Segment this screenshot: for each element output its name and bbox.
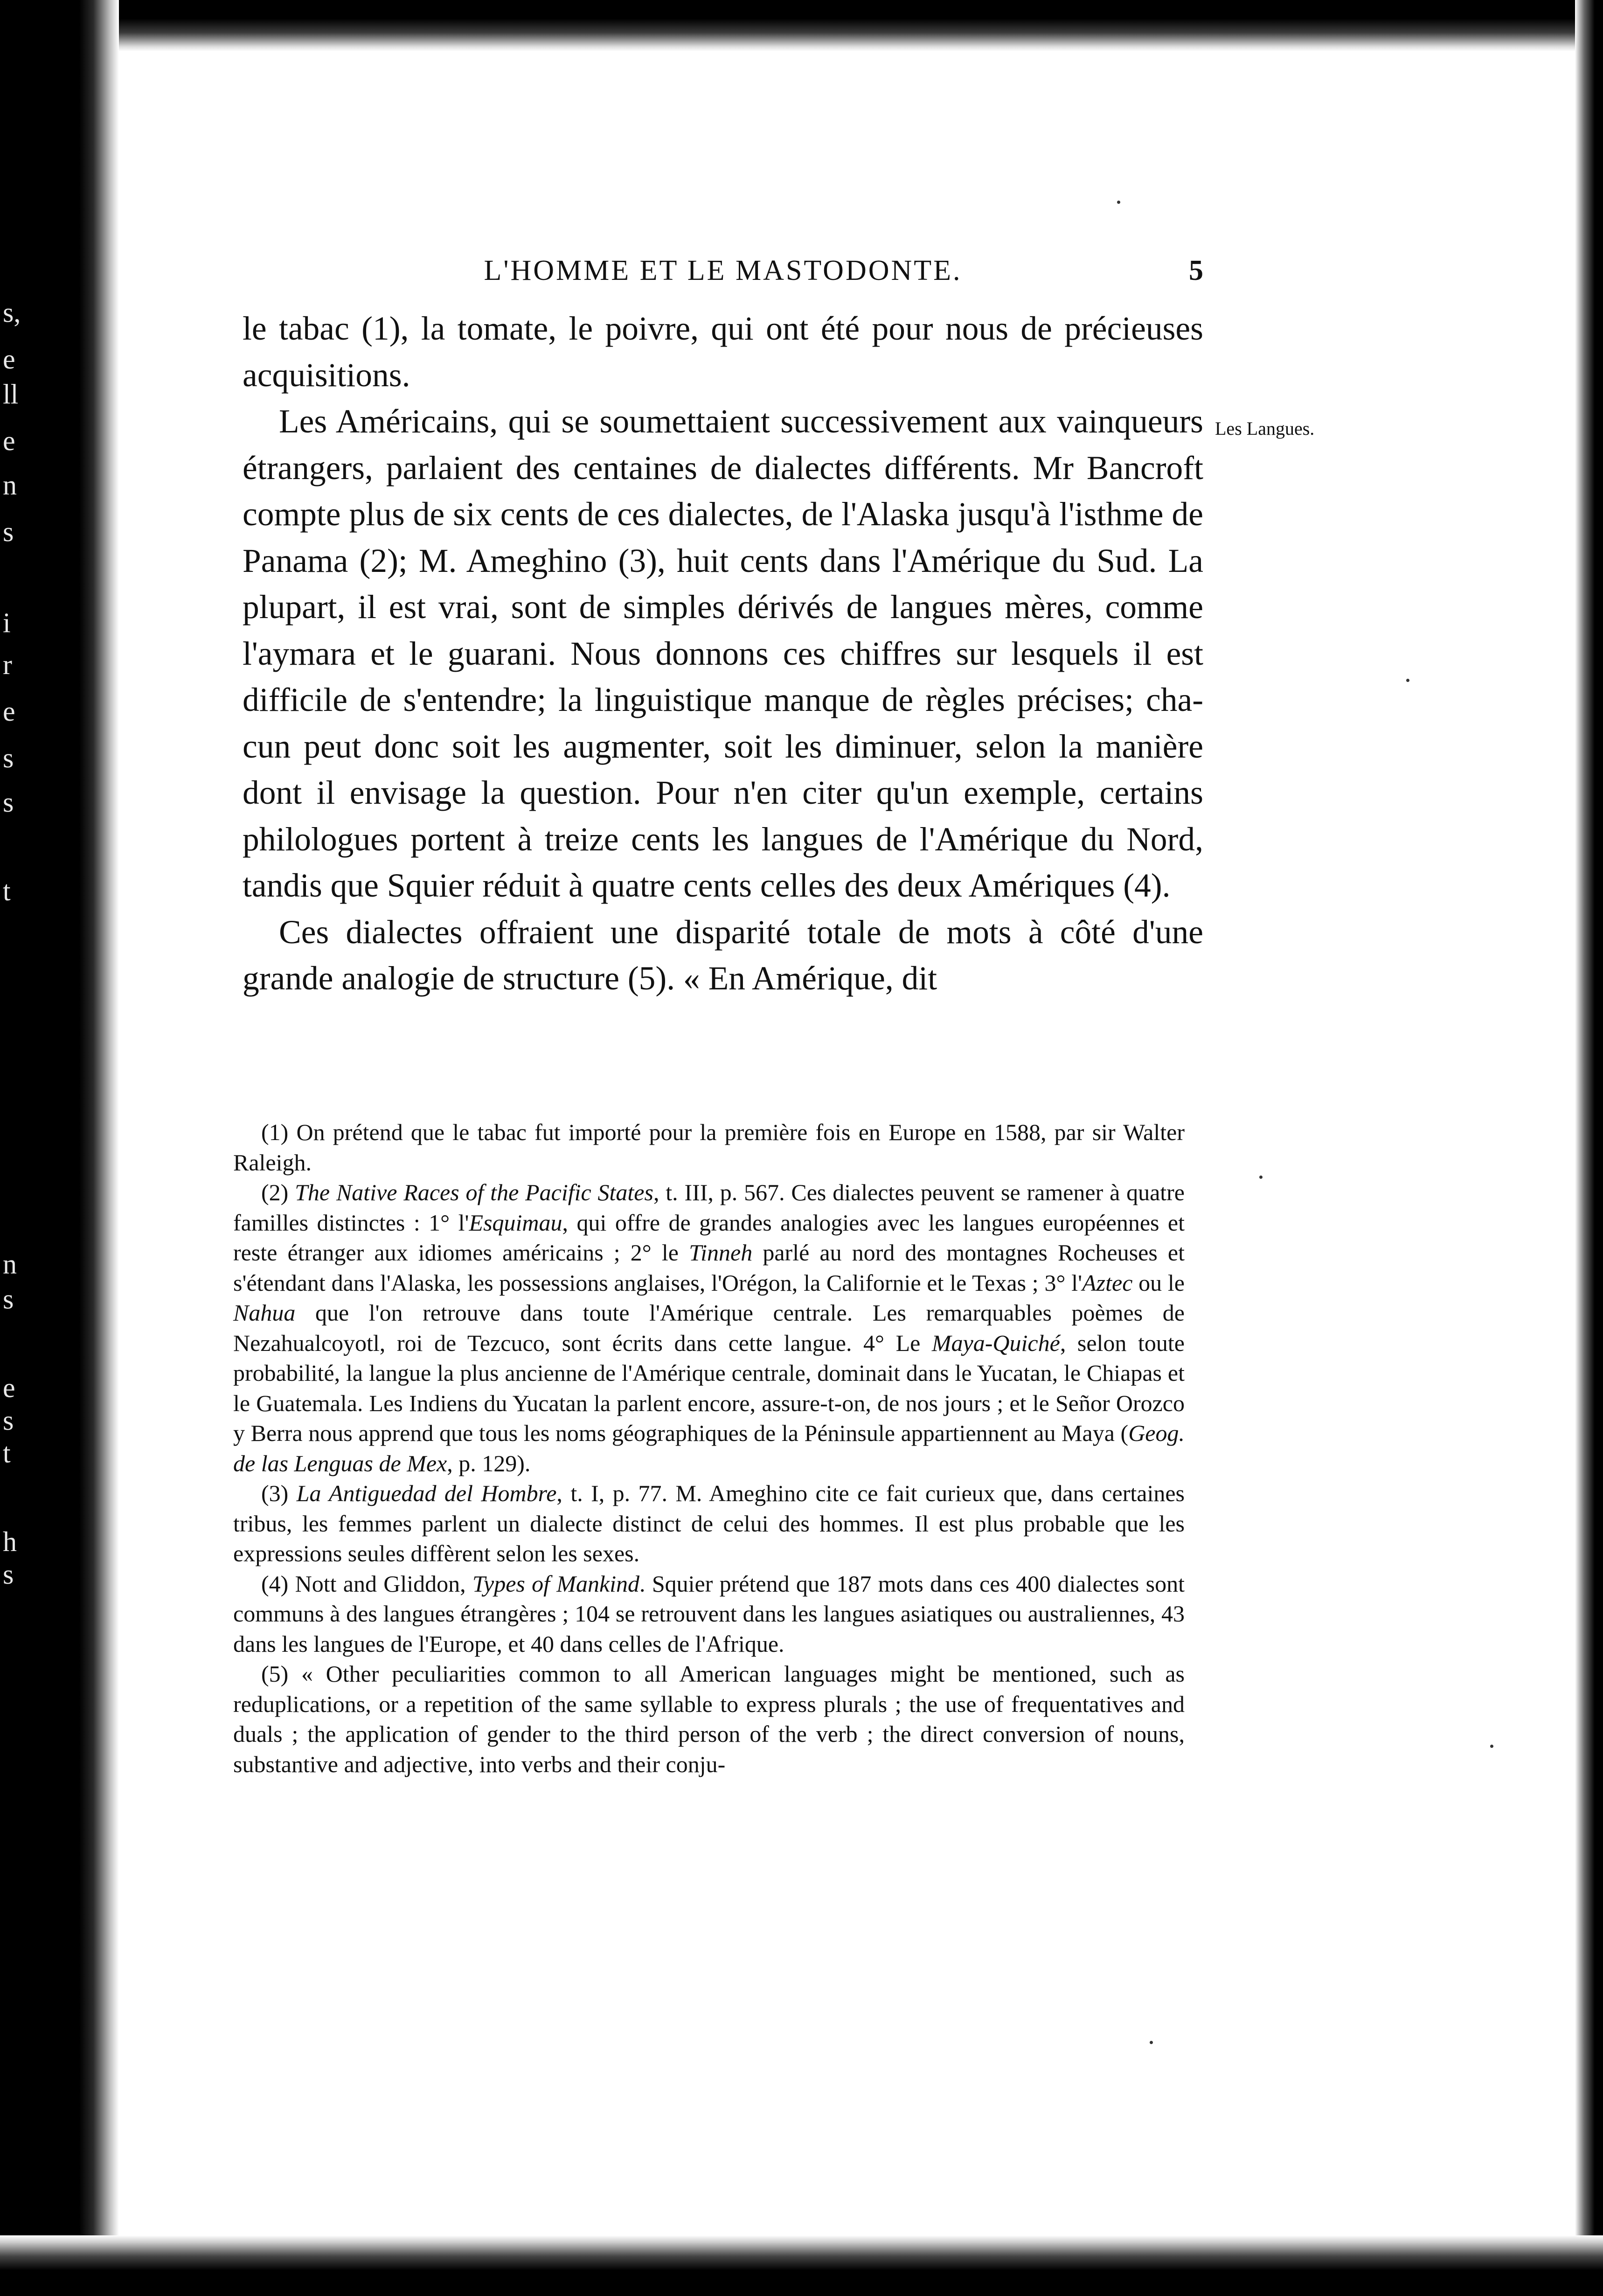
gutter-letter: n [3, 1249, 17, 1280]
gutter-letter: s [3, 1559, 14, 1590]
scan-speck [1117, 201, 1120, 204]
scan-border-bottom [0, 2235, 1603, 2296]
scan-border-top [0, 0, 1603, 51]
gutter-letter: h [3, 1526, 17, 1557]
gutter-letter: s, [3, 297, 21, 328]
paragraph: le tabac (1), la tomate, le poivre, qui ont été pour nous de précieuses acquisitions. [243, 310, 1203, 394]
gutter-letter: i [3, 607, 11, 638]
footnote-3: (3) La Antiguedad del Hombre, t. I, p. 77. M. Ameghino cite ce fait curieux que, dans certaines tribus, les femmes parlent un dialecte distinct de celui des hommes. Il est plus probable que les expressions seules diffèrent selon les sexes. [233, 1480, 1185, 1566]
footnotes [233, 1117, 1185, 1779]
gutter-letter: r [3, 649, 12, 680]
scan-speck [1406, 679, 1409, 682]
gutter-letter: s [3, 743, 14, 773]
gutter-letter: e [3, 696, 15, 727]
footnote-2: (2) The Native Races of the Pacific States, t. III, p. 567. Ces dialectes peuvent se ramener à quatre familles distinctes : 1° l'Esquimau, qui offre de grandes analogies avec les langues européennes et reste étranger aux idiomes américains ; 2° le Tinneh parlé au nord des montagnes Rocheuses et s'étendant dans l'Alaska, les possessions anglaises, l'Orégon, la Californie et le Texas ; 3° l'Aztec ou le Nahua que l'on retrouve dans toute l'Amérique centrale. Les remarquables poèmes de Nezahualcoyotl, roi de Tezcuco, sont écrits dans cette langue. 4° Le Maya-Quiché, selon toute probabilité, la langue la plus ancienne de l'Amérique centrale, dominait dans le Yucatan, le Chiapas et le Guatemala. Les Indiens du Yucatan la parlent encore, assure-t-on, de nos jours ; et le Señor Orozco y Berra nous apprend que tous les noms géographiques de la Péninsule appartiennent au Maya (Geog. de las Lenguas de Mex, p. 129). [233, 1179, 1185, 1476]
gutter-letter: t [3, 1438, 11, 1468]
footnote-4: (4) Nott and Gliddon, Types of Mankind. Squier prétend que 187 mots dans ces 400 dialectes sont communs à des langues étrangères ; 104 se retrouvent dans les langues asiatiques ou australiennes, 43 dans les langues de l'Europe, et 40 dans celles de l'Afrique. [233, 1570, 1185, 1657]
gutter-letter: ll [3, 379, 19, 410]
gutter-letter: e [3, 1372, 15, 1403]
gutter-letter: e [3, 425, 15, 456]
gutter-letter: s [3, 1405, 14, 1436]
gutter-letter: n [3, 470, 17, 501]
main-text [243, 306, 1203, 1002]
paragraph: Les Américains, qui se soumettaient successivement aux vainqueurs étrangers, parlaient des centaines de dialectes différents. Mr Bancroft compte plus de six cents de ces dialectes, de l'Alaska jusqu'à l'isthme de Panama (2); M. Ameghino (3), huit cents dans l'Amérique du Sud. La plupart, il est vrai, sont de simples dérivés de langues mères, comme l'aymara et le guarani. Nous donnons ces chiffres sur lesquels il est difficile de s'entendre; la linguistique manque de règles précises; chacun peut donc soit les augmenter, soit les diminuer, selon la manière dont il envisage la question. Pour n'en citer qu'un exemple, certains philologues portent à treize cents les langues de l'Amérique du Nord, tandis que Squier réduit à quatre cents celles des deux Amériques (4). [243, 403, 1203, 904]
scan-speck [1490, 1745, 1493, 1748]
paragraph: Ces dialectes offraient une disparité totale de mots à côté d'une grande analogie de structure (5). « En Amérique, dit [243, 913, 1203, 997]
gutter-letter: s [3, 516, 14, 547]
gutter-letter: s [3, 787, 14, 818]
scan-border-right [1575, 0, 1603, 2296]
scan-speck [1150, 2041, 1153, 2044]
gutter-letter: s [3, 1284, 14, 1315]
facing-page-gutter [0, 0, 37, 2296]
gutter-letter: t [3, 876, 11, 906]
footnote-1: (1) On prétend que le tabac fut importé pour la première fois en Europe en 1588, par sir Walter Raleigh. [233, 1119, 1185, 1176]
gutter-letter: e [3, 344, 15, 375]
page-number: 5 [1189, 255, 1203, 286]
margin-note: Les Langues. [1215, 418, 1315, 439]
running-title: L'HOMME ET LE MASTODONTE. [484, 255, 962, 286]
running-header [243, 254, 1203, 296]
footnote-5: (5) « Other peculiarities common to all American languages might be mentioned, such as reduplications, or a repetition of the same syllable to express plurals ; the use of frequentatives and duals ; the application of gender to the third person of the verb ; the direct conversion of nouns, substantive and adjective, into verbs and their conju- [233, 1661, 1185, 1777]
scan-speck [1259, 1176, 1263, 1179]
